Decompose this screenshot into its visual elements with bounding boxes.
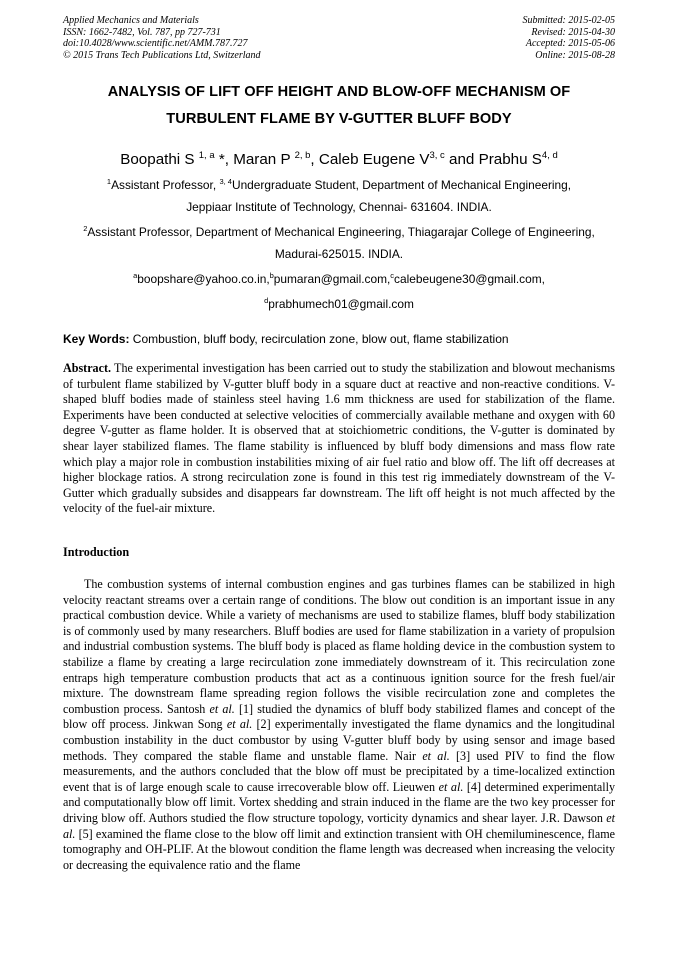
author-name: Maran P <box>233 151 291 169</box>
et-al: et al. <box>438 779 464 794</box>
affiliation-1 <box>20 171 658 196</box>
author-affiliation-mark: 1, a <box>198 150 215 161</box>
keywords <box>63 331 628 347</box>
author-name: Caleb Eugene V <box>318 151 430 169</box>
affiliation-mark: 2 <box>83 223 88 233</box>
author-affiliation-mark: 2, b <box>294 150 311 161</box>
et-al: et al. <box>63 810 615 841</box>
et-al: et al. <box>226 717 253 732</box>
affiliation-mark: 1 <box>106 177 112 186</box>
affiliation-text: Undergraduate Student, Department of Mechanical Engineering, <box>231 177 572 192</box>
email-line-2 <box>20 290 658 315</box>
intro-text: [4] determined experimentally and computationally blow off limit. Vortex shedding and strain induced in the flame are the two key processer for driving blow off. Authors studied the flow structure topology, vorticity dynamics and shear layer. J.R. Dawson <box>63 779 615 825</box>
date-submitted: Submitted: 2015-02-05 <box>522 15 615 26</box>
author-separator: and <box>444 151 479 169</box>
email-b[interactable]: pumaran@gmail.com, <box>273 271 391 286</box>
keywords-label: Key Words: <box>63 332 130 346</box>
intro-text: [2] experimentally investigated the flame dynamics and the longitudinal combustion instability in the duct combustor by using V-gutter bluff body by using sensor and image based methods. They compared the stable flame and unstable flame. Nair <box>63 717 616 763</box>
author-list <box>20 146 658 170</box>
affiliation-1-line-2: Jeppiaar Institute of Technology, Chennai- 631604. INDIA. <box>186 199 492 214</box>
journal-doi: doi:10.4028/www.scientific.net/AMM.787.727 <box>63 38 248 49</box>
affiliations <box>20 171 658 315</box>
email-mark: b <box>269 270 274 280</box>
journal-issn: ISSN: 1662-7482, Vol. 787, pp 727-731 <box>63 26 221 38</box>
et-al: et al. <box>422 748 450 763</box>
et-al: et al. <box>209 701 235 716</box>
journal-header-right <box>523 15 616 61</box>
journal-copyright: © 2015 Trans Tech Publications Ltd, Switzerland <box>63 49 261 61</box>
date-accepted: Accepted: 2015-05-06 <box>525 38 615 49</box>
paper-title <box>40 79 638 133</box>
title-line-1: ANALYSIS OF LIFT OFF HEIGHT AND BLOW-OFF MECHANISM OF <box>107 84 571 100</box>
affiliation-mark: 3, 4 <box>219 177 232 186</box>
journal-name: Applied Mechanics and Materials <box>63 15 199 26</box>
author-affiliation-mark: 3, c <box>429 150 445 161</box>
affiliation-2-line-2: Madurai-625015. INDIA. <box>274 246 404 261</box>
affiliation-text: Assistant Professor, Department of Mechanical Engineering, Thiagarajar College of Engineering, <box>87 224 595 239</box>
affiliation-text: Assistant Professor, <box>111 177 220 192</box>
email-mark: d <box>264 295 269 305</box>
date-revised: Revised: 2015-04-30 <box>531 26 615 38</box>
abstract-label: Abstract. <box>63 361 112 375</box>
date-online: Online: 2015-08-28 <box>535 49 615 61</box>
email-line <box>20 265 658 290</box>
abstract <box>63 361 615 517</box>
intro-text: [5] examined the flame close to the blow off limit and extinction transient with OH chemiluminescence, flame tomography and OH-PLIF. At the blowout condition the flame length was decreased when increasing the velocity or decreasing the equivalence ratio and the flame <box>63 826 615 872</box>
email-mark: a <box>133 270 138 280</box>
intro-text: [1] studied the dynamics of bluff body stabilized flames and concept of the blow off process. Jinkwan Song <box>63 701 615 732</box>
intro-text: The combustion systems of internal combustion engines and gas turbines flames can be stabilized in high velocity reactant streams over a certain range of conditions. The blow out condition is an important issue in any practical combustion device. While a variety of mechanisms are used to stabilize flames, bluff body stabilization is of commonly used by many researchers. Bluff bodies are used for flame stabilization in a variety of propulsion and industrial combustion systems. The bluff body is placed as flame holding device in the combustion system to stabilize a flame by creating a large recirculation zone immediately downstream of it. This recirculation zone entraps high temperature combustion products that act as a continuous ignition source for the fresh fuel/air mixture. The downstream flame spreading region follows the visible recirculation zone and completes the combustion process. Santosh <box>63 577 615 716</box>
introduction-paragraph <box>63 577 615 873</box>
author-affiliation-mark: 4, d <box>541 150 558 161</box>
abstract-text: The experimental investigation has been carried out to study the stabilization and blowout mechanisms of turbulent flame stabilized by V-gutter bluff body in a square duct at reactive and non-reactive conditions. V-shaped bluff bodies made of stainless steel having 1.6 mm thickness are used for stabilization of the flame. Experiments have been conducted at selective velocities of commercially available methane and oxygen with 60 degree V-gutter as flame holder. It is observed that at stoichiometric conditions, the V-gutter is dominated by shear layer stabilized flames. The flame stability is influenced by bluff body dimensions and mass flow rate which play a major role in combustion instabilities mixing of air fuel ratio and blow off. The lift off decreases at higher blockage ratios. A strong recirculation zone is found in this test rig immediately downstream of the V-Gutter which gradually subsides and disappears far downstream. The lift off height is not much affected by the velocity of the fuel-air mixture. <box>63 361 615 516</box>
author-name: Boopathi S <box>120 151 195 169</box>
section-heading-introduction: Introduction <box>63 545 130 559</box>
keywords-text: Combustion, bluff body, recirculation zone, blow out, flame stabilization <box>129 332 509 346</box>
email-d[interactable]: prabhumech01@gmail.com <box>268 296 414 311</box>
email-c[interactable]: calebeugene30@gmail.com, <box>394 271 545 286</box>
author-separator: *, <box>214 151 234 169</box>
intro-text: [3] used PIV to find the flow measurements, and the authors concluded that the blow off must be precipitated by a time-localized extinction event that is of large enough scale to cause irrecoverable blow off. Lieuwen <box>63 748 615 794</box>
title-line-2: TURBULENT FLAME BY V-GUTTER BLUFF BODY <box>166 111 512 127</box>
affiliation-2 <box>20 218 658 243</box>
email-a[interactable]: boopshare@yahoo.co.in, <box>137 271 270 286</box>
author-separator: , <box>310 151 319 169</box>
author-name: Prabhu S <box>478 151 542 169</box>
email-mark: c <box>390 270 395 280</box>
journal-header-left <box>63 15 261 61</box>
